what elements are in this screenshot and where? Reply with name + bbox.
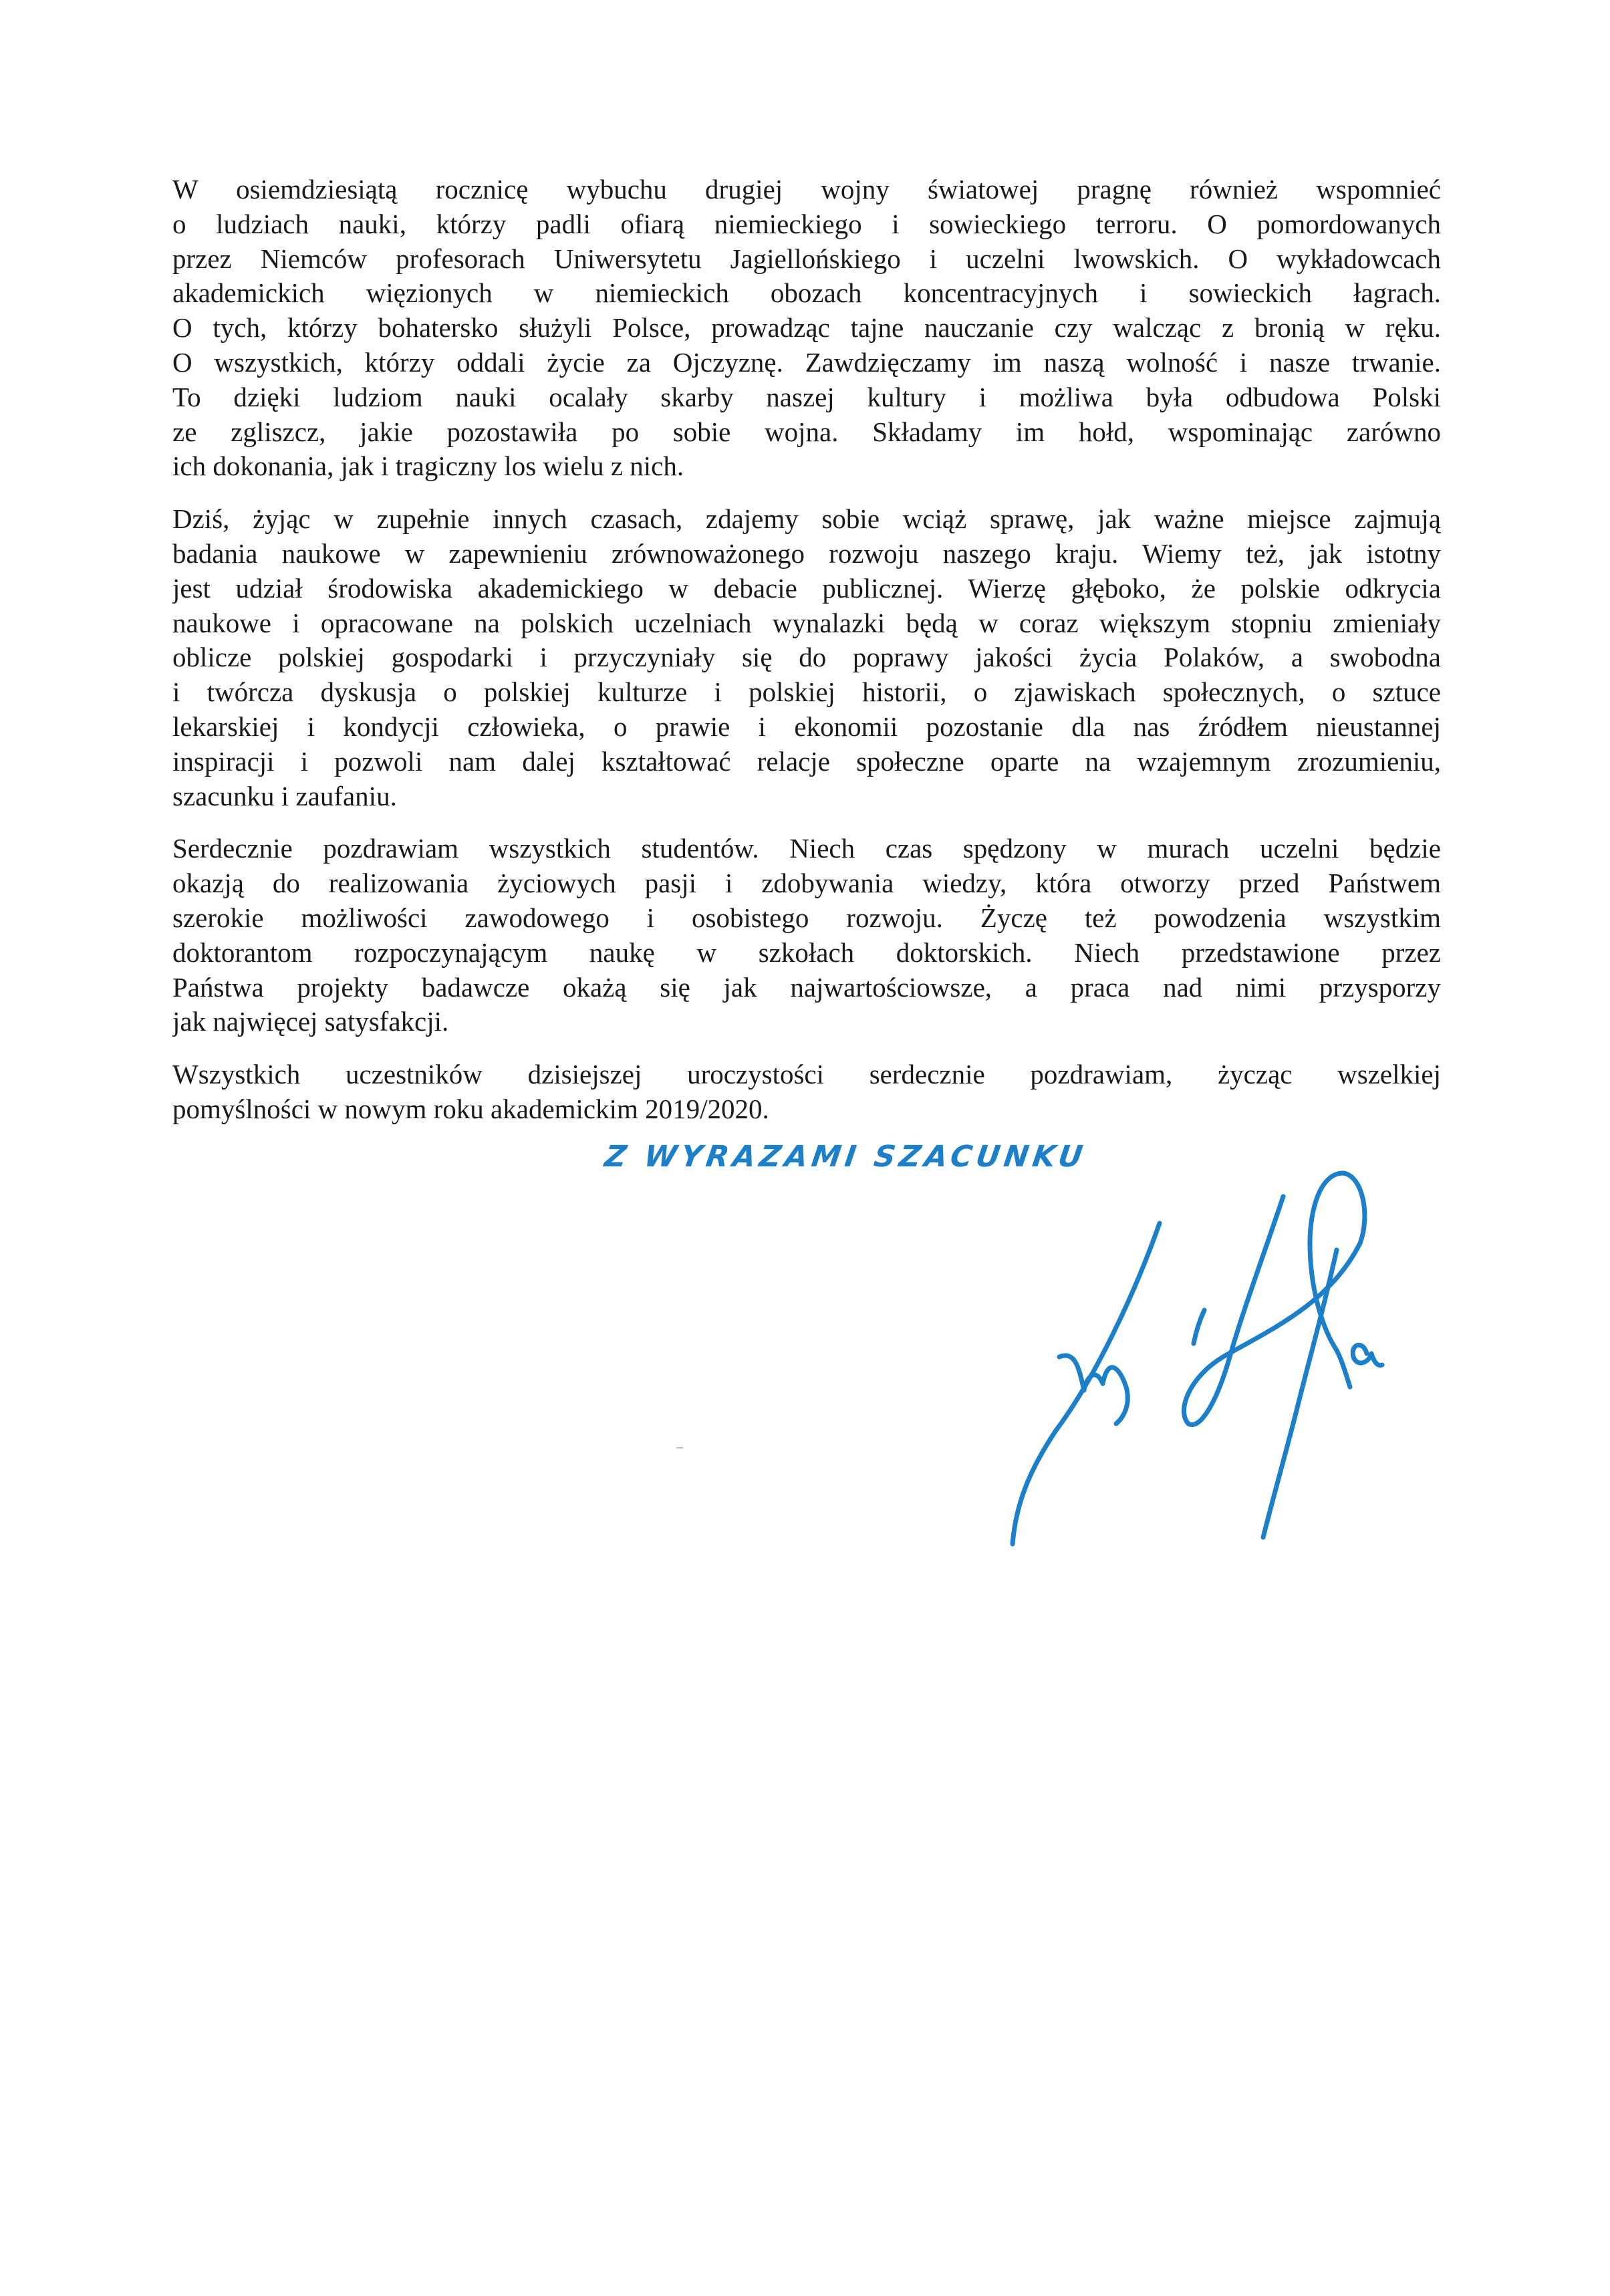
text-line: inspiracji i pozwoli nam dalej kształtować relacje społeczne oparte na wzajemnym zrozumieniu,	[172, 745, 1441, 777]
text-line: i twórcza dyskusja o polskiej kulturze i polskiej historii, o zjawiskach społecznych, o sztuce	[172, 676, 1441, 708]
text-line: O wszystkich, którzy oddali życie za Ojczyznę. Zawdzięczamy im naszą wolność i nasze trwanie.	[172, 346, 1441, 378]
text-line: jest udział środowiska akademickiego w debacie publicznej. Wierzę głęboko, że polskie odkrycia	[172, 572, 1441, 604]
text-line: doktorantom rozpoczynającym naukę w szkołach doktorskich. Niech przedstawione przez	[172, 936, 1441, 968]
text-line: szacunku i zaufaniu.	[172, 780, 397, 811]
text-line: Serdecznie pozdrawiam wszystkich studentów. Niech czas spędzony w murach uczelni będzie	[172, 833, 1441, 864]
fold-mark	[676, 1447, 683, 1448]
paragraph-1	[172, 172, 1441, 484]
handwritten-closing-text: Z WYRAZAMI SZACUNKU	[602, 1140, 1089, 1174]
text-line: Dziś, żyjąc w zupełnie innych czasach, zdajemy sobie wciąż sprawę, jak ważne miejsce zajmują	[172, 503, 1441, 535]
text-line: ich dokonania, jak i tragiczny los wielu z nich.	[172, 451, 684, 482]
text-line: akademickich więzionych w niemieckich obozach koncentracyjnych i sowieckich łagrach.	[172, 277, 1441, 309]
text-line: O tych, którzy bohatersko służyli Polsce, prowadząc tajne nauczanie czy walcząc z bronią w ręku.	[172, 312, 1441, 344]
text-line: Wszystkich uczestników dzisiejszej uroczystości serdecznie pozdrawiam, życząc wszelkiej	[172, 1059, 1441, 1090]
paragraph-3	[172, 832, 1441, 1039]
text-line: jak najwięcej satysfakcji.	[172, 1006, 449, 1037]
text-line: W osiemdziesiątą rocznicę wybuchu drugiej wojny światowej pragnę również wspomnieć	[172, 174, 1441, 205]
paragraph-2	[172, 502, 1441, 813]
text-line: okazją do realizowania życiowych pasji i zdobywania wiedzy, która otworzy przed Państwem	[172, 868, 1441, 899]
letter-body	[172, 172, 1441, 1145]
text-line: badania naukowe w zapewnieniu zrównoważonego rozwoju naszego kraju. Wiemy też, jak istotny	[172, 537, 1441, 569]
text-line: przez Niemców profesorach Uniwersytetu Jagiellońskiego i uczelni lwowskich. O wykładowcach	[172, 243, 1441, 274]
text-line: szerokie możliwości zawodowego i osobistego rozwoju. Życzę też powodzenia wszystkim	[172, 902, 1441, 933]
text-line: pomyślności w nowym roku akademickim 2019/2020.	[172, 1093, 769, 1124]
text-line: To dzięki ludziom nauki ocalały skarby naszej kultury i możliwa była odbudowa Polski	[172, 381, 1441, 412]
paragraph-4	[172, 1057, 1441, 1127]
text-line: ze zgliszcz, jakie pozostawiła po sobie wojna. Składamy im hołd, wspominając zarówno	[172, 416, 1441, 447]
text-line: Państwa projekty badawcze okażą się jak najwartościowsze, a praca nad nimi przysporzy	[172, 971, 1441, 1003]
handwritten-signature	[936, 1136, 1403, 1564]
text-line: lekarskiej i kondycji człowieka, o prawie i ekonomii pozostanie dla nas źródłem nieustannej	[172, 711, 1441, 742]
text-line: oblicze polskiej gospodarki i przyczyniały się do poprawy jakości życia Polaków, a swobodna	[172, 642, 1441, 673]
text-line: naukowe i opracowane na polskich uczelniach wynalazki będą w coraz większym stopniu zmieniały	[172, 607, 1441, 638]
text-line: o ludziach nauki, którzy padli ofiarą niemieckiego i sowieckiego terroru. O pomordowanych	[172, 208, 1441, 239]
